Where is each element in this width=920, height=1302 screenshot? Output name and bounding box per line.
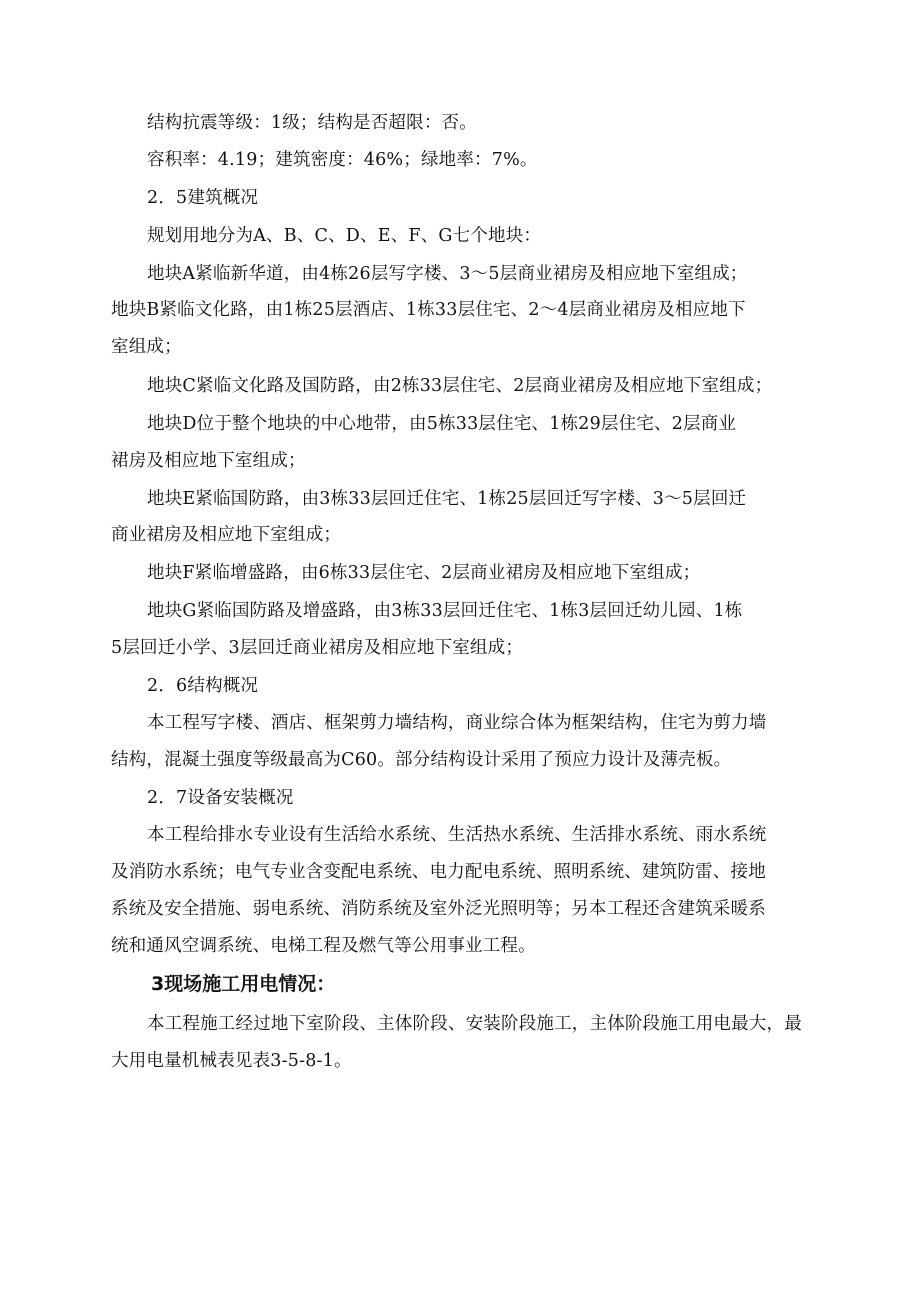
- plot-f-line: 地块F紧临增盛路，由6栋33层住宅、2层商业裙房及相应地下室组成；: [147, 563, 701, 583]
- plot-d-line-2: 裙房及相应地下室组成；: [111, 451, 306, 471]
- structure-line-2: 结构，混凝土强度等级最高为C60。部分结构设计采用了预应力设计及薄壳板。: [111, 750, 732, 770]
- equipment-line-2: 及消防水系统；电气专业含变配电系统、电力配电系统、照明系统、建筑防雷、接地: [111, 862, 766, 882]
- power-line-2: 大用电量机械表见表3-5-8-1。: [111, 1051, 352, 1071]
- plot-e-line-2: 商业裙房及相应地下室组成；: [111, 525, 342, 545]
- plot-e-line-1: 地块E紧临国防路，由3栋33层回迁住宅、1栋25层回迁写字楼、3～5层回迁: [147, 489, 747, 509]
- section-2-7-heading: 2．7设备安装概况: [147, 788, 294, 808]
- seismic-grade-line: 结构抗震等级：1级；结构是否超限：否。: [147, 113, 477, 133]
- ratios-line: 容积率：4.19；建筑密度：46%；绿地率：7%。: [147, 150, 538, 170]
- plot-g-line-1: 地块G紧临国防路及增盛路，由3栋33层回迁住宅、1栋3层回迁幼儿园、1栋: [147, 601, 743, 621]
- plot-g-line-2: 5层回迁小学、3层回迁商业裙房及相应地下室组成；: [111, 638, 524, 658]
- plot-b-line-1: 地块B紧临文化路，由1栋25层酒店、1栋33层住宅、2～4层商业裙房及相应地下: [111, 300, 746, 320]
- equipment-line-4: 统和通风空调系统、电梯工程及燃气等公用事业工程。: [111, 936, 536, 956]
- section-2-5-heading: 2．5建筑概况: [147, 188, 259, 208]
- equipment-line-1: 本工程给排水专业设有生活给水系统、生活热水系统、生活排水系统、雨水系统: [147, 825, 767, 845]
- plot-b-line-2: 室组成；: [111, 337, 182, 357]
- plot-c-line: 地块C紧临文化路及国防路，由2栋33层住宅、2层商业裙房及相应地下室组成；: [147, 376, 773, 396]
- equipment-line-3: 系统及安全措施、弱电系统、消防系统及室外泛光照明等；另本工程还含建筑采暖系: [111, 899, 766, 919]
- structure-line-1: 本工程写字楼、酒店、框架剪力墙结构，商业综合体为框架结构，住宅为剪力墙: [147, 713, 767, 733]
- plot-a-line: 地块A紧临新华道，由4栋26层写字楼、3～5层商业裙房及相应地下室组成；: [147, 264, 748, 284]
- plots-intro-line: 规划用地分为A、B、C、D、E、F、G七个地块：: [147, 226, 542, 246]
- power-line-1: 本工程施工经过地下室阶段、主体阶段、安装阶段施工，主体阶段施工用电最大，最: [147, 1014, 802, 1034]
- plot-d-line-1: 地块D位于整个地块的中心地带，由5栋33层住宅、1栋29层住宅、2层商业: [147, 414, 737, 434]
- section-2-6-heading: 2．6结构概况: [147, 676, 259, 696]
- section-3-heading: 3现场施工用电情况：: [151, 973, 336, 995]
